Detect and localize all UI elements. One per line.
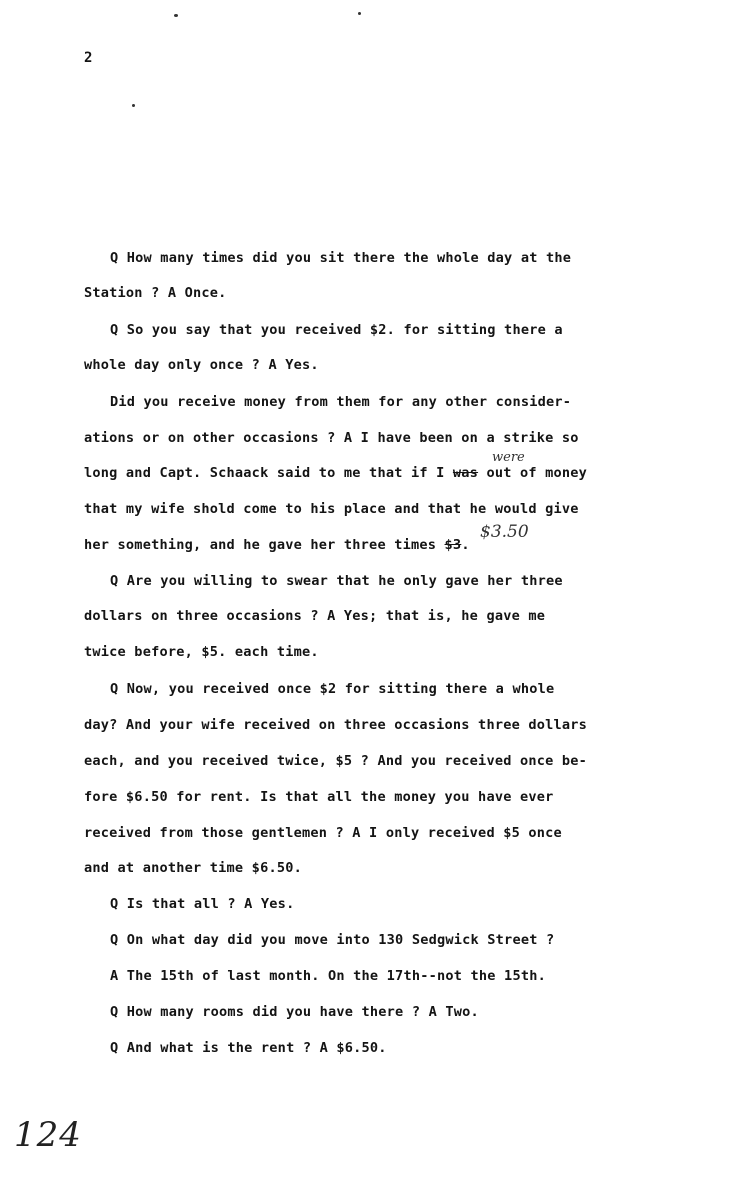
text-line: received from those gentlemen ? A I only received $5 once [84,825,562,841]
text-line [84,467,587,481]
text-line: twice before, $5. each time. [84,644,319,660]
ink-speck [358,12,361,15]
text-line: dollars on three occasions ? A Yes; that is, he gave me [84,608,546,624]
text-line: Q Is that all ? A Yes. [110,896,295,912]
text-segment: . [461,537,470,553]
text-line: Did you receive money from them for any other consider- [110,394,572,410]
text-line: Q Are you willing to swear that he only gave her three [110,573,563,589]
text-line: day? And your wife received on three occasions three dollars [84,717,588,733]
text-line: that my wife shold come to his place and that he would give [84,501,579,517]
text-line: Q Now, you received once $2 for sitting there a whole [110,681,555,697]
text-line: and at another time $6.50. [84,860,302,876]
text-line: Q And what is the rent ? A $6.50. [110,1040,387,1056]
handwritten-amount: $3.50 [480,522,529,542]
text-line: Q How many rooms did you have there ? A Two. [110,1004,479,1020]
page-number: 2 [84,50,93,66]
handwritten-folio-number: 124 [14,1115,82,1155]
struck-amount: $3 [444,537,462,553]
text-line: whole day only once ? A Yes. [84,357,319,373]
text-line: Q How many times did you sit there the whole day at the [110,250,572,266]
text-segment: long and Capt. Schaack said to me that if I [84,465,453,481]
text-line: Station ? A Once. [84,285,227,301]
text-segment: her something, and he gave her three times [84,537,445,553]
struck-word: was [452,465,479,481]
text-line: each, and you received twice, $5 ? And you received once be- [84,753,588,769]
text-line: ations or on other occasions ? A I have been on a strike so [84,430,579,446]
text-line [84,539,470,553]
text-segment: out of money [478,465,588,481]
text-line: Q On what day did you move into 130 Sedgwick Street ? [110,932,555,948]
handwritten-insertion: were [492,450,525,465]
text-line: Q So you say that you received $2. for sitting there a [110,322,563,338]
ink-speck [132,104,135,107]
text-line: fore $6.50 for rent. Is that all the money you have ever [84,789,554,805]
ink-speck [174,14,178,17]
text-line: A The 15th of last month. On the 17th--not the 15th. [110,968,546,984]
